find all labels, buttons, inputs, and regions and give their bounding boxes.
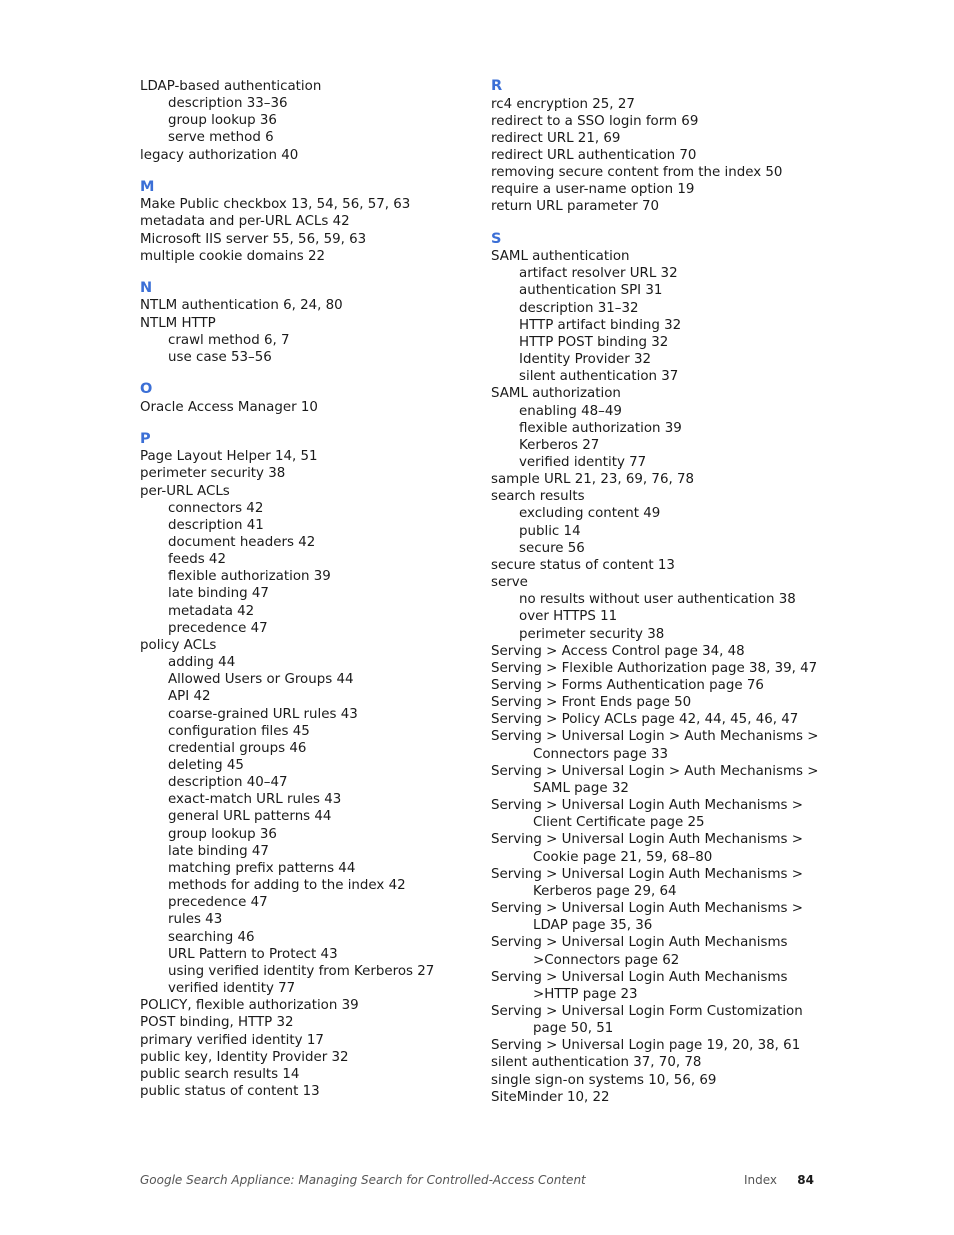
section-letter-p: P	[140, 430, 151, 447]
index-entry: Make Public checkbox 13, 54, 56, 57, 63	[140, 197, 411, 213]
page-number: 84	[797, 1173, 814, 1187]
index-entry: redirect to a SSO login form 69	[491, 113, 699, 129]
section-letter-r: R	[491, 78, 503, 94]
index-subentry: configuration files 45	[168, 723, 310, 739]
index-entry: SAML authorization	[491, 386, 621, 402]
index-subentry: adding 44	[168, 655, 236, 671]
index-subentry: credential groups 46	[168, 740, 307, 756]
index-entry: metadata and per-URL ACLs 42	[140, 214, 350, 230]
index-subentry: exact-match URL rules 43	[168, 792, 342, 808]
index-column-right	[491, 78, 821, 1106]
index-entry: Serving > Universal Login > Auth Mechanisms > Connectors page 33	[491, 729, 819, 762]
section-letter-m: M	[140, 178, 155, 195]
index-entry: public search results 14	[140, 1066, 300, 1082]
index-subentry: using verified identity from Kerberos 27	[168, 963, 435, 979]
index-subentry: deleting 45	[168, 758, 244, 773]
page-footer	[140, 1173, 814, 1191]
index-entry: primary verified identity 17	[140, 1032, 324, 1048]
index-subentry: flexible authorization 39	[519, 420, 682, 436]
index-subentry: excluding content 49	[519, 506, 661, 522]
index-entry: Serving > Universal Login Auth Mechanisms > LDAP page 35, 36	[491, 901, 803, 934]
index-subentry: silent authentication 37	[519, 369, 679, 385]
index-subentry: feeds 42	[168, 552, 226, 568]
footer-section-name: Index	[744, 1173, 778, 1187]
index-subentry: no results without user authentication 38	[519, 592, 796, 608]
index-subentry: metadata 42	[168, 603, 255, 619]
index-subentry: use case 53–56	[168, 349, 272, 365]
index-subentry: API 42	[168, 689, 211, 705]
footer-document-title: Google Search Appliance: Managing Search for Controlled-Access Content	[140, 1173, 586, 1187]
index-subentry: serve method 6	[168, 130, 274, 146]
index-entry: POLICY, flexible authorization 39	[140, 998, 359, 1014]
index-subentry: late binding 47	[168, 843, 269, 859]
index-subentry: authentication SPI 31	[519, 283, 663, 299]
index-subentry: verified identity 77	[168, 981, 296, 997]
index-entry: rc4 encryption 25, 27	[491, 96, 635, 112]
index-column-left	[140, 78, 470, 1100]
index-subentry: HTTP POST binding 32	[519, 334, 669, 350]
index-entry: Serving > Universal Login > Auth Mechanisms > SAML page 32	[491, 763, 819, 796]
index-entry: Microsoft IIS server 55, 56, 59, 63	[140, 231, 367, 247]
section-letter-o: O	[140, 381, 153, 398]
index-subentry: late binding 47	[168, 586, 269, 602]
index-subentry: document headers 42	[168, 534, 316, 550]
index-subentry: verified identity 77	[519, 454, 647, 470]
index-entry: public key, Identity Provider 32	[140, 1049, 349, 1065]
index-subentry: public 14	[519, 523, 581, 539]
index-subentry: secure 56	[519, 540, 585, 556]
index-entry: NTLM HTTP	[140, 315, 216, 331]
index-entry: Serving > Forms Authentication page 76	[491, 678, 764, 693]
index-entry: Serving > Universal Login Form Customization page 50, 51	[491, 1003, 803, 1037]
index-entry: redirect URL 21, 69	[491, 130, 621, 146]
index-entry: secure status of content 13	[491, 557, 675, 573]
index-entry: Serving > Universal Login Auth Mechanisms > Client Certificate page 25	[491, 798, 803, 831]
index-subentry: general URL patterns 44	[168, 809, 332, 825]
index-entry: legacy authorization 40	[140, 147, 299, 163]
index-subentry: searching 46	[168, 929, 255, 945]
index-entry: policy ACLs	[140, 637, 217, 653]
index-entry: SAML authentication	[491, 249, 630, 265]
index-subentry: methods for adding to the index 42	[168, 878, 406, 894]
index-entry: Serving > Flexible Authorization page 38, 39, 47	[491, 660, 818, 676]
index-subentry: flexible authorization 39	[168, 569, 331, 585]
index-subentry: description 41	[168, 517, 264, 533]
index-subentry: precedence 47	[168, 895, 268, 911]
index-entry: LDAP-based authentication	[140, 79, 322, 94]
index-entry: sample URL 21, 23, 69, 76, 78	[491, 472, 695, 488]
index-entry: removing secure content from the index 50	[491, 165, 783, 181]
index-entry: Serving > Universal Login Auth Mechanisms >HTTP page 23	[491, 969, 788, 1002]
index-subentry: precedence 47	[168, 620, 268, 636]
index-entry: public status of content 13	[140, 1083, 320, 1099]
index-subentry: artifact resolver URL 32	[519, 266, 678, 282]
section-letter-n: N	[140, 279, 153, 296]
index-entry: Serving > Front Ends page 50	[491, 695, 692, 711]
index-entry: perimeter security 38	[140, 466, 286, 482]
index-entry: Serving > Universal Login Auth Mechanisms > Cookie page 21, 59, 68–80	[491, 832, 803, 865]
index-entry: POST binding, HTTP 32	[140, 1015, 294, 1031]
index-entry: return URL parameter 70	[491, 199, 660, 215]
index-entry: Serving > Access Control page 34, 48	[491, 643, 745, 659]
index-entry: silent authentication 37, 70, 78	[491, 1055, 702, 1071]
index-subentry: Kerberos 27	[519, 437, 600, 453]
index-entry: NTLM authentication 6, 24, 80	[140, 298, 343, 314]
index-subentry: group lookup 36	[168, 826, 277, 842]
index-entry: per-URL ACLs	[140, 483, 230, 499]
index-subentry: over HTTPS 11	[519, 609, 618, 625]
index-entry: multiple cookie domains 22	[140, 248, 326, 264]
index-subentry: connectors 42	[168, 500, 264, 516]
index-subentry: description 31–32	[519, 300, 639, 316]
index-subentry: Allowed Users or Groups 44	[168, 672, 354, 688]
index-subentry: matching prefix patterns 44	[168, 860, 356, 876]
index-subentry: group lookup 36	[168, 113, 277, 129]
index-entry: Serving > Universal Login Auth Mechanisms > Kerberos page 29, 64	[491, 866, 803, 899]
index-subentry: perimeter security 38	[519, 626, 665, 642]
index-subentry: HTTP artifact binding 32	[519, 317, 682, 333]
index-entry: Page Layout Helper 14, 51	[140, 449, 318, 465]
index-entry: Oracle Access Manager 10	[140, 399, 318, 415]
index-entry: require a user-name option 19	[491, 182, 695, 198]
index-entry: SiteMinder 10, 22	[491, 1089, 610, 1105]
index-entry: redirect URL authentication 70	[491, 147, 697, 163]
index-entry: single sign-on systems 10, 56, 69	[491, 1072, 717, 1088]
index-subentry: enabling 48–49	[519, 403, 622, 419]
index-entry: Serving > Universal Login page 19, 20, 38, 61	[491, 1038, 801, 1054]
index-subentry: URL Pattern to Protect 43	[168, 946, 338, 962]
index-subentry: coarse-grained URL rules 43	[168, 706, 358, 722]
index-subentry: crawl method 6, 7	[168, 332, 290, 348]
index-entry: Serving > Universal Login Auth Mechanisms >Connectors page 62	[491, 935, 788, 968]
index-subentry: description 40–47	[168, 775, 288, 791]
section-letter-s: S	[491, 230, 502, 247]
index-subentry: Identity Provider 32	[519, 352, 652, 368]
index-entry: Serving > Policy ACLs page 42, 44, 45, 46, 47	[491, 712, 799, 728]
index-entry: serve	[491, 575, 528, 591]
index-entry: search results	[491, 489, 585, 505]
index-subentry: description 33–36	[168, 96, 288, 112]
index-subentry: rules 43	[168, 912, 223, 928]
